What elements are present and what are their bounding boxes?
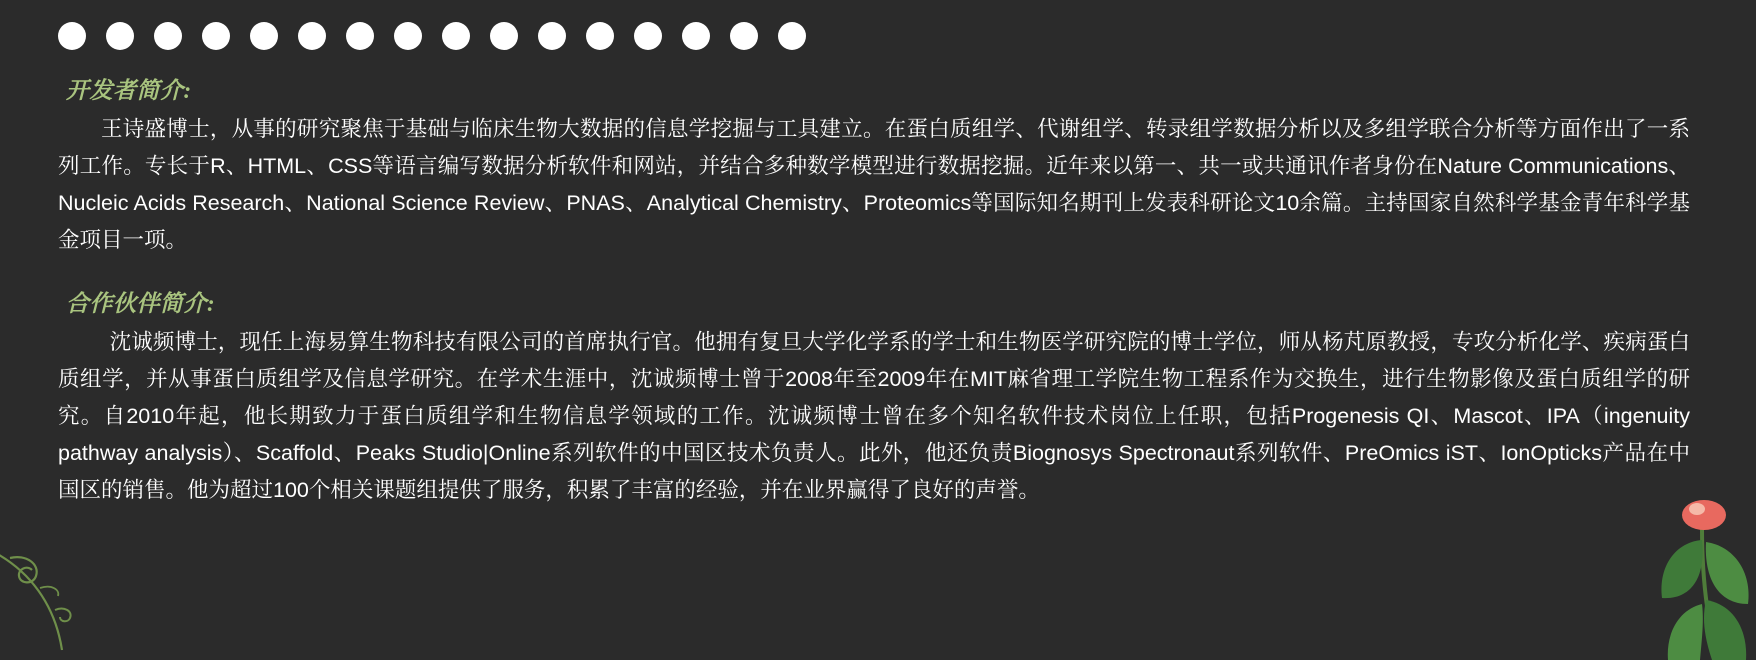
decorative-dot-row (58, 22, 806, 50)
dot-icon (634, 22, 662, 50)
dot-icon (106, 22, 134, 50)
dot-icon (538, 22, 566, 50)
dot-icon (490, 22, 518, 50)
dot-icon (730, 22, 758, 50)
developer-section-heading: 开发者简介: (66, 78, 192, 103)
dot-icon (346, 22, 374, 50)
dot-icon (778, 22, 806, 50)
dot-icon (58, 22, 86, 50)
dot-icon (586, 22, 614, 50)
vine-decoration-icon (0, 510, 150, 660)
dot-icon (154, 22, 182, 50)
dot-icon (202, 22, 230, 50)
dot-icon (682, 22, 710, 50)
dot-icon (250, 22, 278, 50)
developer-section-body: 王诗盛博士，从事的研究聚焦于基础与临床生物大数据的信息学挖掘与工具建立。在蛋白质组学、代谢组学、转录组学数据分析以及多组学联合分析等方面作出了一系列工作。专长于R、HTML、CSS等语言编写数据分析软件和网站，并结合多种数学模型进行数据挖掘。近年来以第一、共一或共通讯作者身份在Nature Communications、Nucleic Acids Research、National Science Review、PNAS、Analytical Chemistry、Proteomics等国际知名期刊上发表科研论文10余篇。主持国家自然科学基金青年科学基金项目一项。 (58, 117, 1690, 252)
slide-content (58, 72, 1698, 509)
dot-icon (298, 22, 326, 50)
dot-icon (442, 22, 470, 50)
partner-section-heading: 合作伙伴简介: (66, 291, 216, 316)
dot-icon (394, 22, 422, 50)
partner-section-body: 沈诚频博士，现任上海易算生物科技有限公司的首席执行官。他拥有复旦大学化学系的学士和生物医学研究院的博士学位，师从杨芃原教授，专攻分析化学、疾病蛋白质组学，并从事蛋白质组学及信息学研究。在学术生涯中，沈诚频博士曾于2008年至2009年在MIT麻省理工学院生物工程系作为交换生，进行生物影像及蛋白质组学的研究。自2010年起，他长期致力于蛋白质组学和生物信息学领域的工作。沈诚频博士曾在多个知名软件技术岗位上任职，包括Progenesis QI、Mascot、IPA（ingenuity pathway analysis）、Scaffold、Peaks Studio|Online系列软件的中国区技术负责人。此外，他还负责Biognosys Spectronaut系列软件、PreOmics iST、IonOpticks产品在中国区的销售。他为超过100个相关课题组提供了服务，积累了丰富的经验，并在业界赢得了良好的声誉。 (58, 330, 1690, 502)
